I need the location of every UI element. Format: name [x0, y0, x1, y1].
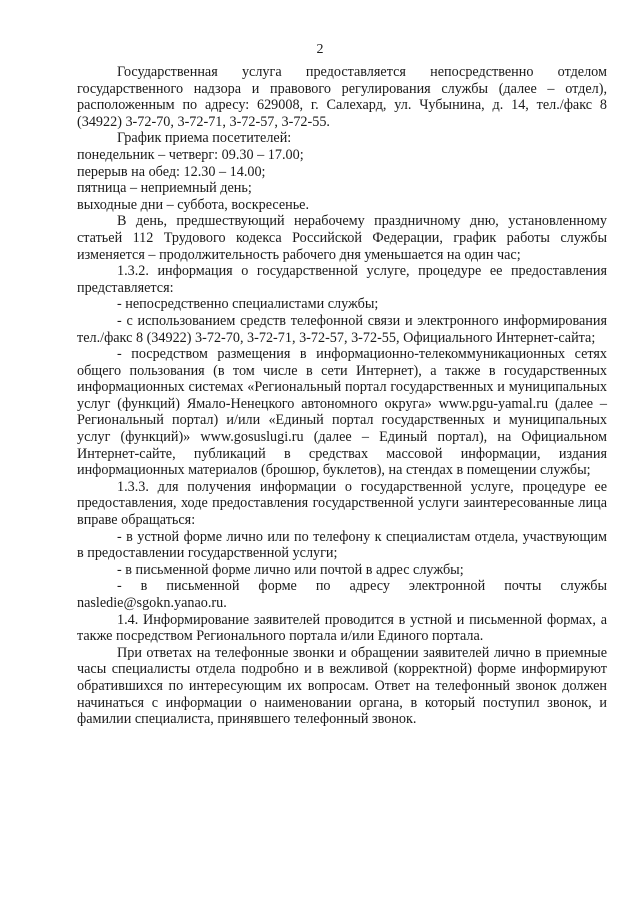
paragraph-service-provider: Государственная услуга предоставляется непосредственно отделом государственного надзора и правового регулирования службы (далее – отдел), расположенным по адресу: 629008, г. Салехард, ул. Чубынина, д. 14, тел./факс 8 (34922) 3-72-70, 3-72-71, 3-72-57, 3-72-55.	[77, 64, 607, 130]
document-body	[77, 64, 607, 728]
paragraph-1-3-2: 1.3.2. информация о государственной услуге, процедуре ее предоставления представляется:	[77, 263, 607, 296]
list-item-phone: - с использованием средств телефонной связи и электронного информирования тел./факс 8 (34922) 3-72-70, 3-72-71, 3-72-57, 3-72-55, Официального Интернет-сайта;	[77, 312, 607, 346]
page-number: 2	[316, 42, 324, 57]
list-item-specialists: - непосредственно специалистами службы;	[117, 296, 379, 313]
schedule-line-mon-thu: понедельник – четверг: 09.30 – 17.00;	[77, 146, 304, 163]
schedule-line-weekend: выходные дни – суббота, воскресенье.	[77, 196, 310, 213]
paragraph-1-4: 1.4. Информирование заявителей проводится в устной и письменной формах, а также посредством Регионального портала и/или Единого портала.	[77, 611, 607, 645]
list-item-oral: - в устной форме лично или по телефону к специалистам отдела, участвующим в предоставлении государственной услуги;	[77, 528, 607, 562]
paragraph-phone-answers: При ответах на телефонные звонки и обращении заявителей лично в приемные часы специалисты отдела подробно и в вежливой (корректной) форме информируют обратившихся по интересующим их вопросам. Ответ на телефонный звонок должен начинаться с информации о наименовании органа, в который поступил звонок, и фамилии специалиста, принявшего телефонный звонок.	[77, 644, 607, 728]
schedule-line-lunch: перерыв на обед: 12.30 – 14.00;	[77, 163, 266, 180]
paragraph-holiday-schedule: В день, предшествующий нерабочему праздничному дню, установленному статьей 112 Трудового кодекса Российской Федерации, график работы службы изменяется – продолжительность рабочего дня уменьшается на один час;	[77, 213, 607, 263]
list-item-internet: - посредством размещения в информационно-телекоммуникационных сетях общего пользования (в том числе в сети Интернет), а также в государственных информационных системах «Региональный портал государственных и муниципальных услуг (функций) Ямало-Ненецкого автономного округа» www.pgu-yamal.ru (далее – Региональный портал) и/или «Единый портал государственных и муниципальных услуг (функций)» www.gosuslugi.ru (далее – Единый портал), на Официальном Интернет-сайте, публикаций в средствах массовой информации, издания информационных материалов (брошюр, буклетов), на стендах в помещении службы;	[77, 346, 607, 479]
paragraph-1-3-3: 1.3.3. для получения информации о государственной услуге, процедуре ее предоставления, ходе предоставления государственной услуги заинтересованные лица вправе обращаться:	[77, 478, 607, 529]
paragraph-schedule-heading: График приема посетителей:	[117, 130, 292, 147]
list-item-written: - в письменной форме лично или почтой в адрес службы;	[117, 561, 464, 578]
schedule-line-friday: пятница – неприемный день;	[77, 180, 252, 197]
list-item-email: - в письменной форме по адресу электронной почты службы nasledie@sgokn.yanao.ru.	[77, 578, 607, 611]
